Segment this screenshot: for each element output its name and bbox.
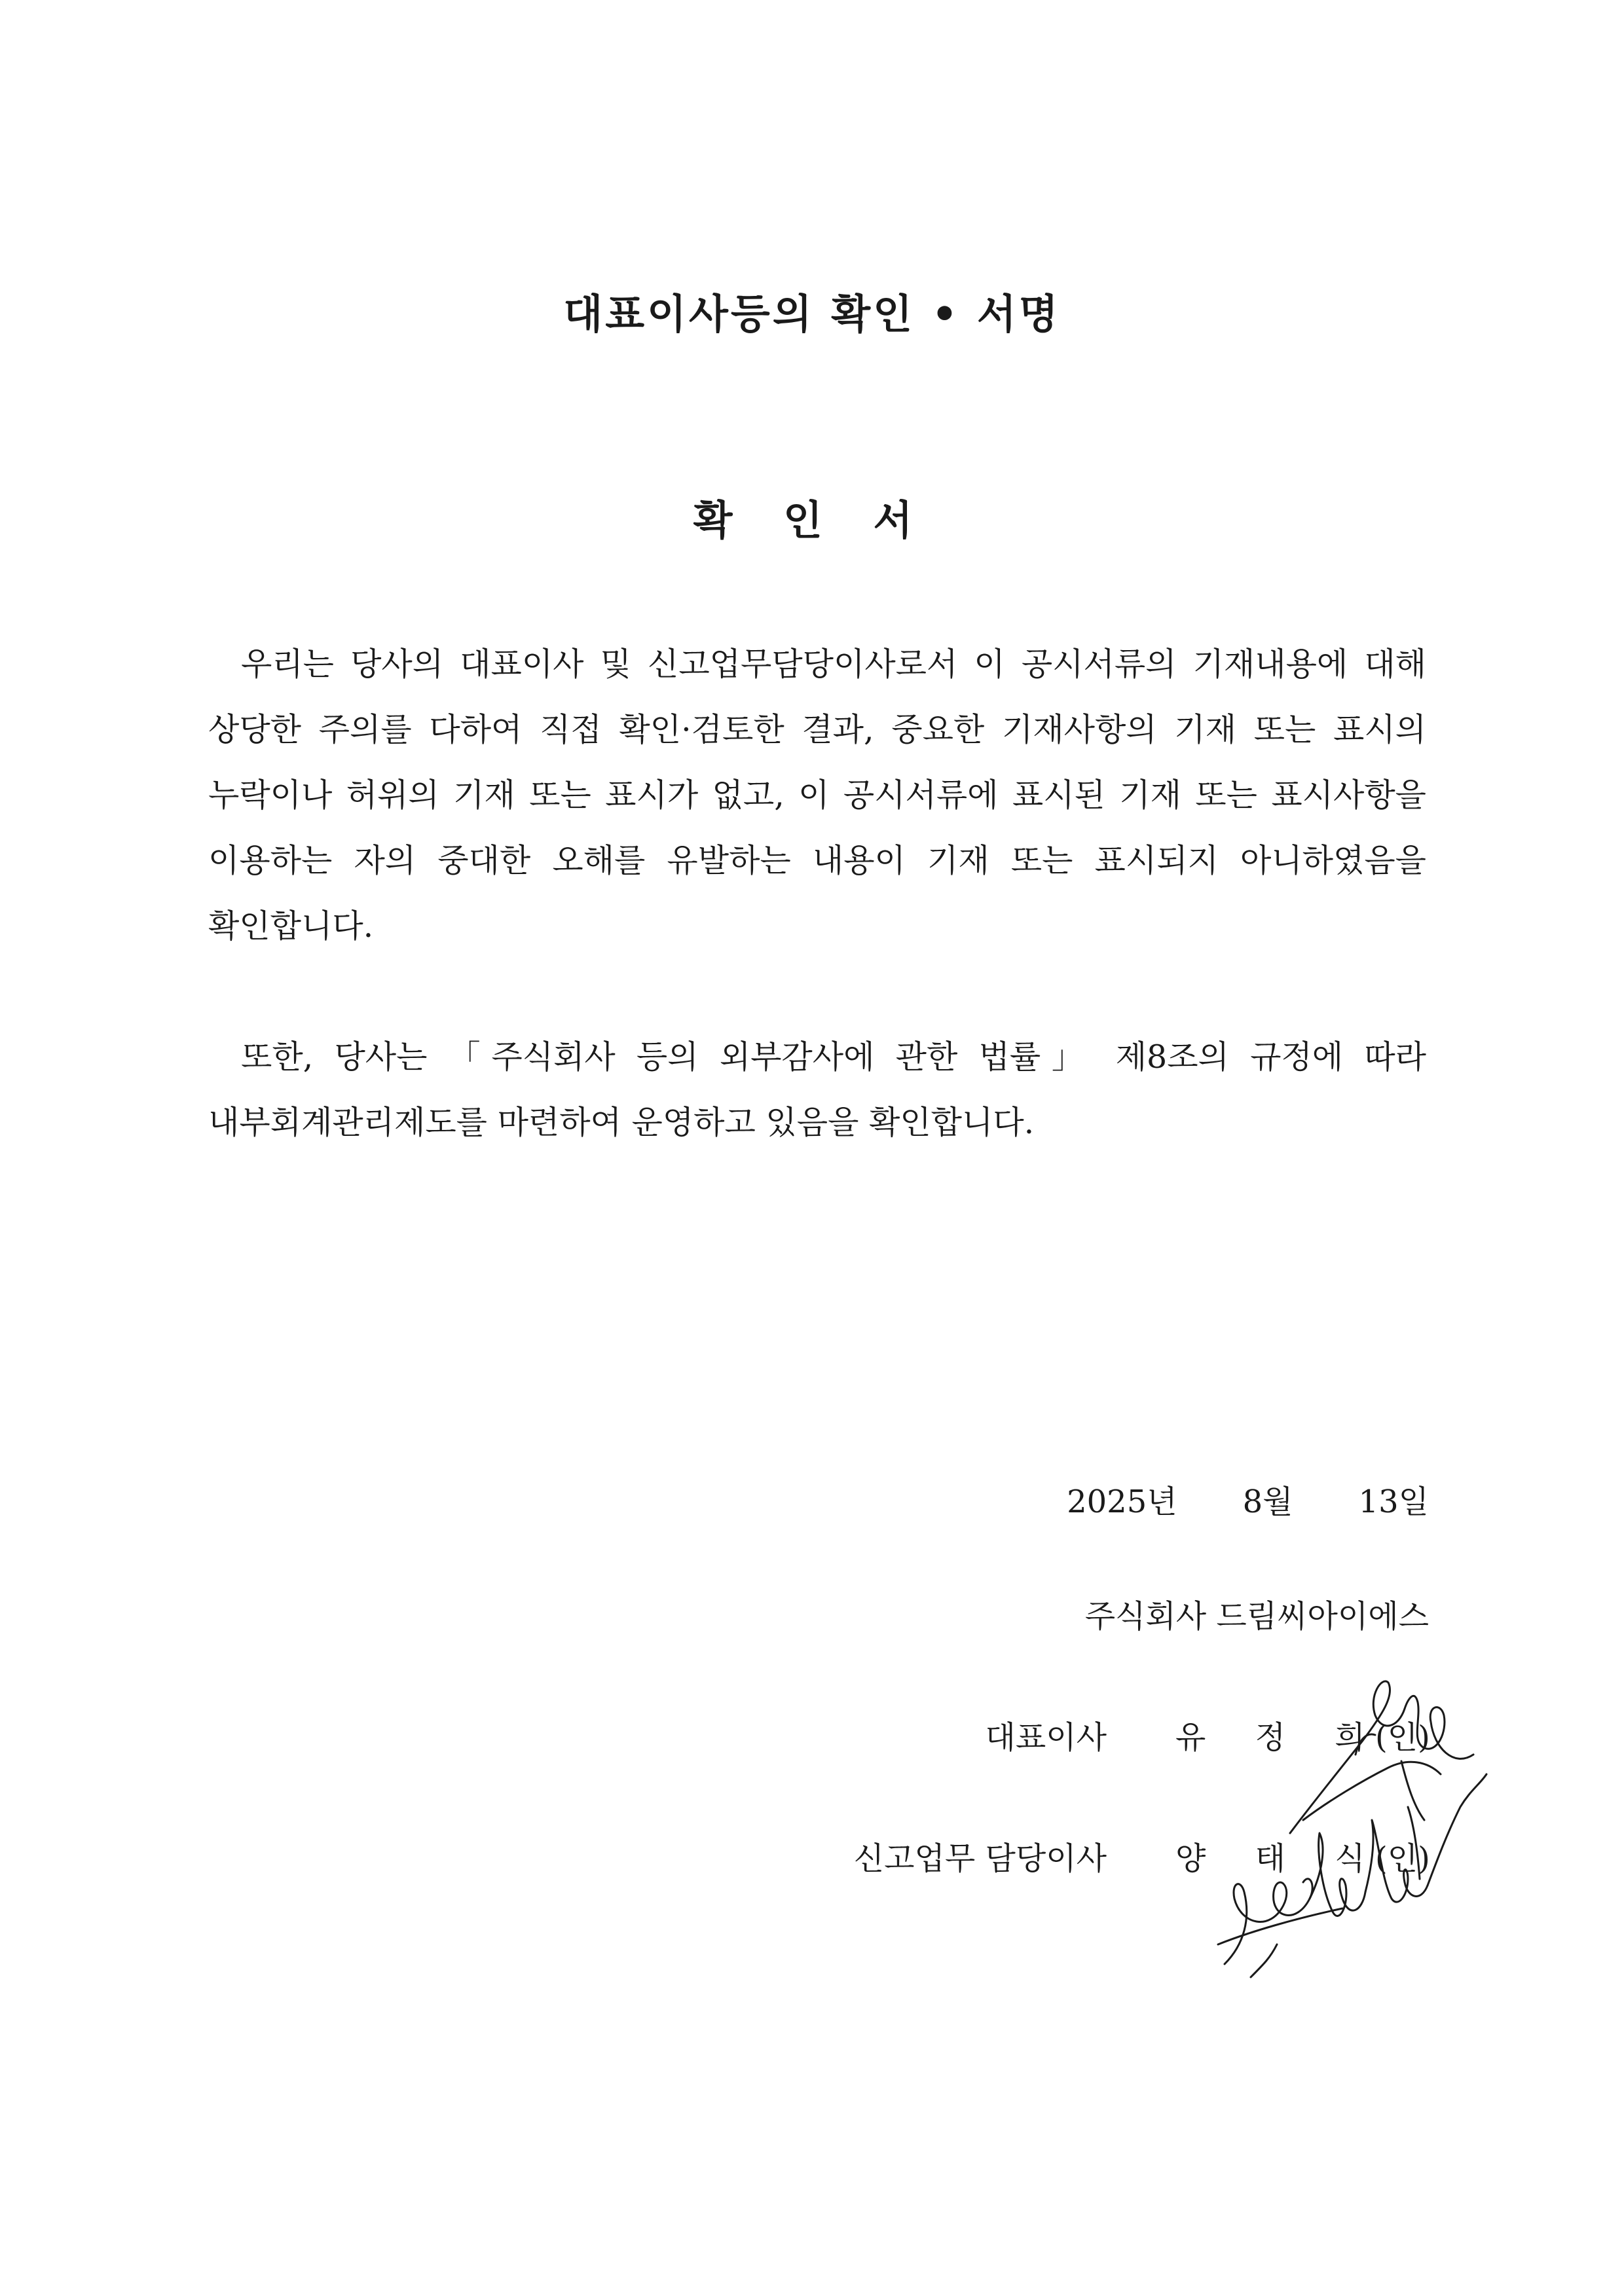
company-name: 주식회사 드림씨아이에스 (1084, 1598, 1429, 1635)
internal-control-paragraph: 또한, 당사는 「주식회사 등의 외부감사에 관한 법률」 제8조의 규정에 따라 내부회계관리제도를 마련하여 운영하고 있음을 확인합니다. (208, 1038, 1426, 1141)
signatory-name: 유 정 희 (1175, 1719, 1385, 1756)
seal-mark: (인) (1375, 1840, 1430, 1877)
signatory-title: 대표이사 (985, 1719, 1107, 1756)
document-subtitle: 확 인 서 (693, 496, 931, 544)
seal-mark: (인) (1375, 1719, 1430, 1756)
signatory-reporting-director (0, 1833, 1624, 1886)
signatory-name: 양 태 식 (1175, 1840, 1385, 1877)
date-line (1067, 1476, 1429, 1522)
document-title: 대표이사등의 확인 • 서명 (563, 290, 1061, 338)
date-month: 8월 (1242, 1484, 1293, 1520)
date-day: 13일 (1358, 1484, 1429, 1520)
date-year: 2025년 (1067, 1484, 1177, 1520)
signatory-ceo (0, 1712, 1624, 1764)
signatory-title: 신고업무 담당이사 (853, 1840, 1107, 1877)
confirmation-paragraph: 우리는 당사의 대표이사 및 신고업무담당이사로서 이 공시서류의 기재내용에 대해 상당한 주의를 다하여 직접 확인·검토한 결과, 중요한 기재사항의 기재 또는 표시의 누락이나 허위의 기재 또는 표시가 없고, 이 공시서류에 표시된 기재 또는 표시사항을 이용하는 자의 중대한 오해를 유발하는 내용이 기재 또는 표시되지 아니하였음을 확인합니다. (208, 646, 1426, 945)
